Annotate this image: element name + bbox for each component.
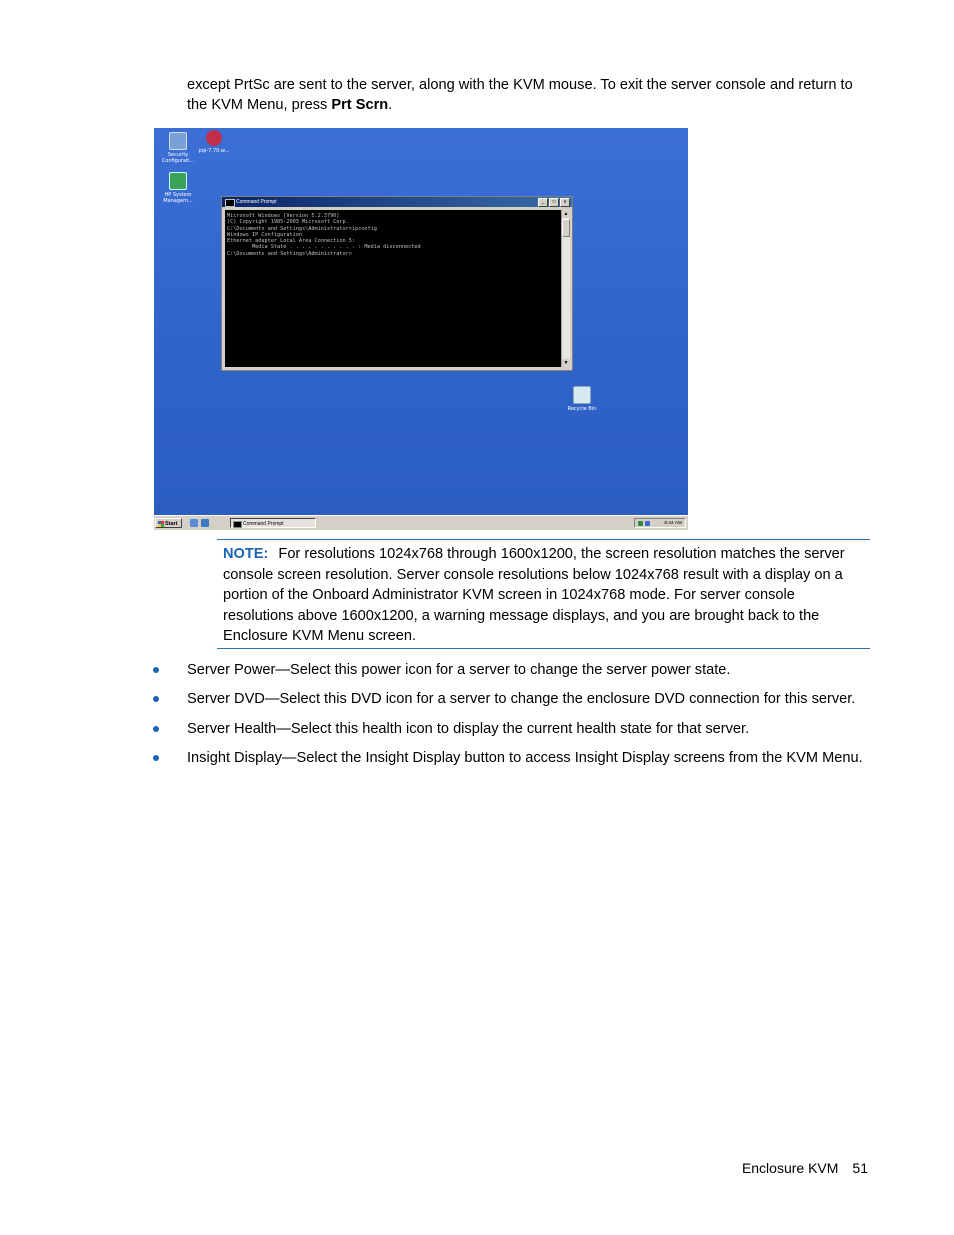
command-prompt-scrollbar xyxy=(561,210,570,367)
list-item-text: Insight Display—Select the Insight Display button to access Insight Display screens from the KVM Menu. xyxy=(187,749,863,766)
desktop-icon-label: HP System Managem... xyxy=(163,192,193,204)
command-prompt-output xyxy=(225,210,561,367)
prt-scrn-key: Prt Scrn xyxy=(331,97,389,113)
start-button xyxy=(155,518,182,528)
taskbar-button-label: Command Prompt xyxy=(243,521,284,527)
list-item-text: Server Power—Select this power icon for a server to change the server power state. xyxy=(187,662,731,678)
console-line: Ethernet adapter Local Area Connection 5: xyxy=(227,238,356,245)
list-item xyxy=(150,660,880,680)
tray-clock: 8:44 AM xyxy=(664,521,682,526)
recycle-bin-icon xyxy=(573,386,591,404)
bullet-icon xyxy=(153,726,159,732)
command-prompt-window xyxy=(221,196,573,371)
console-line: C:\Documents and Settings\Administrator>ipconfig xyxy=(227,225,377,232)
maximize-button: □ xyxy=(549,198,559,207)
console-line: Media State . . . . . . . . . . . : Media disconnected xyxy=(227,244,421,251)
desktop-icon-label: pqi-7.70.w... xyxy=(198,148,230,154)
list-item xyxy=(150,719,880,739)
application-icon xyxy=(206,130,222,146)
taskbar-command-prompt-button xyxy=(230,518,316,528)
windows-flag-icon xyxy=(158,521,164,527)
intro-paragraph xyxy=(187,75,877,115)
bullet-icon xyxy=(153,667,159,673)
command-prompt-icon xyxy=(225,199,235,207)
start-label: Start xyxy=(165,521,178,527)
list-item-text: Server Health—Select this health icon to display the current health state for that server. xyxy=(187,720,750,737)
system-tray xyxy=(634,518,686,528)
desktop-icon-recycle-bin xyxy=(558,386,606,412)
desktop-icon-hp-system-management xyxy=(154,172,202,204)
window-controls xyxy=(538,198,570,207)
tray-icons xyxy=(638,521,650,526)
list-item xyxy=(150,748,880,768)
command-prompt-icon xyxy=(233,521,242,528)
hp-system-management-icon xyxy=(169,172,187,190)
scroll-up-icon: ▲ xyxy=(563,211,569,217)
browser-icon xyxy=(201,519,209,527)
close-button: x xyxy=(560,198,570,207)
desktop-icon-label: Security Configurati... xyxy=(161,152,195,164)
console-line: C:\Documents and Settings\Administrator> xyxy=(227,250,352,257)
console-line: Windows IP Configuration xyxy=(227,231,302,238)
page-number: 51 xyxy=(852,1160,868,1176)
note-box xyxy=(217,539,870,649)
scrollbar-thumb xyxy=(562,219,570,237)
list-item xyxy=(150,689,880,709)
command-prompt-titlebar xyxy=(222,197,572,207)
list-item-text: Server DVD—Select this DVD icon for a server to change the enclosure DVD connection for this server. xyxy=(187,691,856,708)
volume-icon xyxy=(645,521,650,526)
console-line: (C) Copyright 1985-2003 Microsoft Corp. xyxy=(227,219,349,226)
command-prompt-title: Command Prompt xyxy=(236,199,277,205)
note-text: For resolutions 1024x768 through 1600x1200, the screen resolution matches the server console screen resolution. Server console resolutions below 1024x768 result with a display on a portion of the Onboard Administrator KVM screen in 1024x768 mode. For server console resolutions above 1600x1200, a warning message displays, and you are brought back to the Enclosure KVM Menu screen. xyxy=(223,546,845,644)
network-icon xyxy=(638,521,643,526)
server-console-screenshot xyxy=(154,128,688,530)
footer-section: Enclosure KVM xyxy=(741,1160,839,1176)
note-label: NOTE: xyxy=(223,546,269,562)
feature-list xyxy=(150,660,880,777)
security-config-icon xyxy=(169,132,187,150)
scroll-down-icon: ▼ xyxy=(563,360,569,366)
windows-taskbar xyxy=(154,515,688,530)
minimize-button: _ xyxy=(538,198,548,207)
intro-text: except PrtSc are sent to the server, along with the KVM mouse. To exit the server console and return to the KVM Menu, press xyxy=(187,77,853,113)
quick-launch xyxy=(190,519,209,527)
bullet-icon xyxy=(153,696,159,702)
console-line: Microsoft Windows [Version 5.2.3790] xyxy=(227,213,340,219)
desktop-icon-label: Recycle Bin xyxy=(567,406,597,412)
desktop-icon-application xyxy=(190,130,238,154)
page-footer xyxy=(742,1159,868,1177)
intro-text-end: . xyxy=(388,97,393,113)
bullet-icon xyxy=(153,755,159,761)
desktop-shortcut-icon xyxy=(190,519,198,527)
